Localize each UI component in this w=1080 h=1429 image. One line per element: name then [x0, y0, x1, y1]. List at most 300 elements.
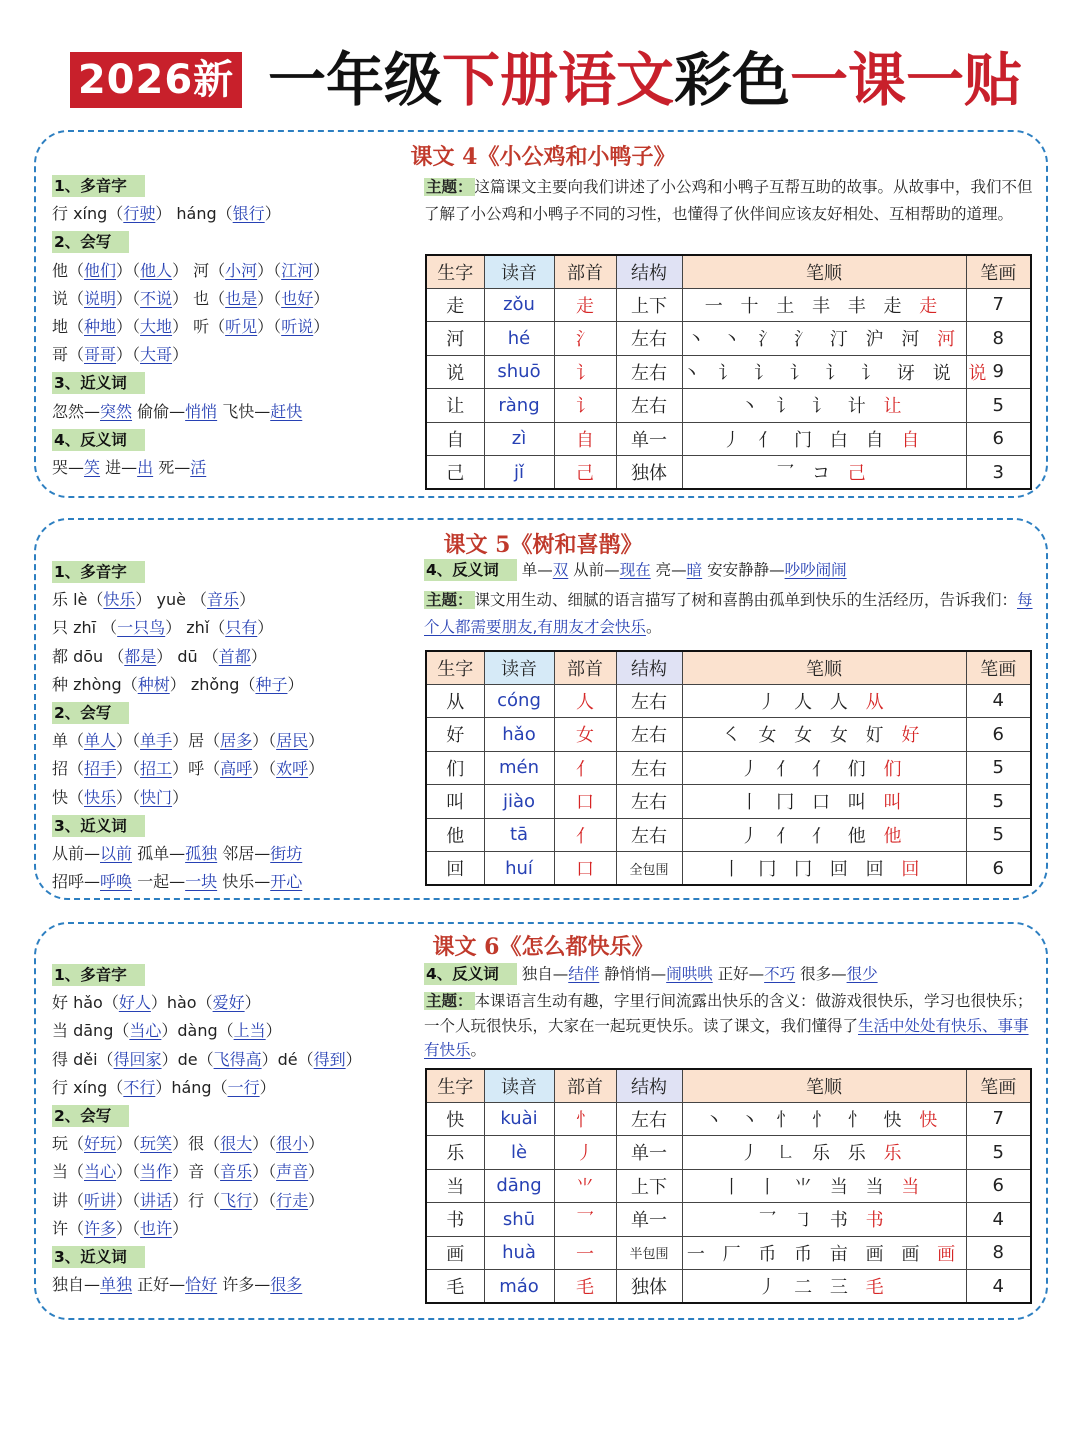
stroke-count-cell: 7: [966, 1102, 1031, 1136]
synonym-list: [52, 840, 412, 896]
stroke-step: 叫: [883, 792, 908, 814]
column-header: 笔画: [966, 255, 1031, 288]
answer-word: 只有: [225, 618, 258, 638]
stroke-step: ⺌: [794, 1176, 830, 1198]
stroke-step: 冂: [758, 859, 795, 880]
vocab-column: [52, 961, 412, 1299]
line-text: ） háng（: [155, 204, 233, 224]
stroke-step: 亩: [829, 1243, 866, 1265]
line-text: 进—: [100, 457, 138, 477]
answer-word: 音乐: [207, 590, 240, 610]
answer-word: 快乐: [84, 787, 117, 807]
answer-word: 得回家: [113, 1049, 162, 1069]
line-text: ）（: [116, 316, 141, 336]
theme-label: 主题：: [426, 178, 473, 196]
line-text: 只 zhī （: [52, 618, 118, 638]
line-text: 说（: [52, 288, 85, 308]
stroke-count-cell: 8: [966, 322, 1031, 356]
answer-word: 行驶: [123, 204, 156, 224]
line-text: 哥（: [52, 345, 85, 365]
pinyin-cell: dāng: [484, 1169, 554, 1203]
line-text: 一起—: [132, 872, 186, 892]
line-text: ）（: [116, 1134, 141, 1154]
answer-word: 单手: [140, 731, 173, 751]
line-text: ）: [172, 345, 189, 365]
stroke-order-cell: [682, 389, 966, 423]
stroke-order-cell: [682, 751, 966, 785]
line-text: 安安静静—: [702, 561, 785, 579]
polyphone-list: [52, 586, 412, 699]
structure-cell: 上下: [616, 1169, 682, 1203]
stroke-step: 亻: [812, 758, 848, 780]
line-text: ）（: [252, 759, 277, 779]
table-row: [426, 456, 1031, 490]
stroke-step: 忄: [847, 1109, 884, 1131]
character-table: [425, 254, 1032, 490]
entry-line: [52, 1130, 412, 1158]
radical-cell: 丿: [554, 1136, 616, 1170]
line-text: ）很（: [172, 1134, 221, 1154]
stroke-step: 他: [883, 825, 908, 847]
stroke-step: 画: [865, 1243, 902, 1265]
line-text: ）hào（: [150, 993, 213, 1013]
stroke-count-cell: 5: [966, 389, 1031, 423]
line-text: ） 也（: [172, 288, 226, 308]
entry-line: [52, 1215, 412, 1243]
stroke-step: 当: [829, 1176, 866, 1198]
section-heading: 4、反义词: [52, 429, 145, 451]
line-text: ）（: [116, 1218, 141, 1238]
stroke-step: 当: [865, 1176, 902, 1198]
stroke-step: 乛: [758, 1210, 795, 1232]
stroke-step: 快: [883, 1109, 920, 1131]
answer-word: 音乐: [220, 1162, 253, 1182]
answer-word: 小河: [225, 260, 258, 280]
line-text: ）: [259, 1077, 276, 1097]
line-text: ） zhǐ（: [165, 618, 226, 638]
entry-line: [52, 398, 412, 426]
character-cell: 书: [426, 1203, 484, 1237]
stroke-order-cell: [682, 852, 966, 886]
line-text: ）呼（: [172, 759, 221, 779]
stroke-order-cell: [682, 1169, 966, 1203]
column-header: 读音: [484, 1069, 554, 1102]
writing-list: [52, 727, 412, 812]
answer-word: 现在: [619, 561, 651, 579]
answer-word: 大哥: [140, 345, 173, 365]
theme-highlight: 生活中处处有快乐、事事有快乐: [424, 1016, 1029, 1059]
table-row: [426, 322, 1031, 356]
table-row: [426, 684, 1031, 718]
line-text: 行 xíng（: [52, 204, 124, 224]
stroke-step: 说: [968, 362, 993, 384]
radical-cell: 讠: [554, 355, 616, 389]
section-heading: 1、多音字: [52, 561, 145, 583]
stroke-order-cell: [682, 1203, 966, 1237]
stroke-step: 三: [829, 1277, 866, 1298]
entry-line: [52, 614, 412, 642]
stroke-step: 他: [847, 825, 884, 847]
pinyin-cell: máo: [484, 1270, 554, 1304]
section-heading: 1、多音字: [52, 175, 145, 197]
answer-word: 飞行: [220, 1190, 253, 1210]
radical-cell: 走: [554, 288, 616, 322]
stroke-step: 忄: [812, 1109, 848, 1131]
character-cell: 叫: [426, 785, 484, 819]
line-text: 飞快—: [217, 401, 271, 421]
stroke-step: 自: [901, 429, 926, 451]
entry-line: [52, 1017, 412, 1045]
stroke-step: 当: [901, 1176, 926, 1198]
radical-cell: 乛: [554, 1203, 616, 1237]
line-text: ）（: [252, 731, 277, 751]
stroke-step: 乐: [847, 1143, 884, 1165]
answer-word: 吵吵闹闹: [784, 561, 847, 579]
answer-word: 得到: [313, 1049, 346, 1069]
answer-word: 都是: [124, 646, 157, 666]
line-text: ）（: [116, 731, 141, 751]
stroke-step: 十: [740, 295, 777, 317]
answer-word: 居民: [276, 731, 309, 751]
stroke-step: 讠: [718, 362, 754, 384]
line-text: ） dū （: [156, 646, 219, 666]
answer-word: 听见: [225, 316, 258, 336]
stroke-order-cell: [682, 422, 966, 456]
section-heading: 2、会写: [52, 702, 129, 724]
table-row: [426, 1270, 1031, 1304]
line-text: 偷偷—: [132, 401, 186, 421]
stroke-count-cell: 3: [966, 456, 1031, 490]
section-heading: 3、近义词: [52, 1246, 145, 1268]
structure-cell: 左右: [616, 818, 682, 852]
stroke-step: 让: [883, 396, 908, 418]
line-text: 独自—: [52, 1275, 101, 1295]
answer-word: 也是: [225, 288, 258, 308]
structure-cell: 独体: [616, 1270, 682, 1304]
stroke-step: 冂: [794, 859, 830, 880]
line-text: ）音（: [172, 1162, 221, 1182]
radical-cell: 自: [554, 422, 616, 456]
theme-text: 本课语言生动有趣，字里行间流露出快乐的含义：做游戏很快乐，学习也很快乐；一个人玩很快乐，大家在一起玩更快乐。读了课文，我们懂得了: [424, 992, 1033, 1035]
structure-cell: 独体: [616, 456, 682, 490]
answer-word: 不行: [123, 1077, 156, 1097]
line-text: ）（: [116, 787, 141, 807]
table-row: [426, 1203, 1031, 1237]
table-header-row: [426, 651, 1031, 684]
line-text: ）（: [116, 345, 141, 365]
answer-word: 招手: [84, 759, 117, 779]
table-row: [426, 852, 1031, 886]
structure-cell: 单一: [616, 1136, 682, 1170]
line-text: ）dàng（: [161, 1021, 234, 1041]
line-text: ）: [313, 316, 330, 336]
stroke-count-cell: 4: [966, 1270, 1031, 1304]
stroke-step: ㇆: [794, 1210, 830, 1232]
radical-cell: 氵: [554, 322, 616, 356]
lesson-title: 课文 6《怎么都快乐》: [432, 934, 654, 960]
line-text: ）（: [116, 288, 141, 308]
theme-text: 这篇课文主要向我们讲述了小公鸡和小鸭子互帮互助的故事。从故事中，我们不但了解了小公鸡和小鸭子不同的习性，也懂得了伙伴间应该友好相处、互相帮助的道理。: [424, 178, 1033, 223]
stroke-step: 丨: [722, 1176, 759, 1198]
theme-block: 4、反义词 单—双 从前—现在 亮—暗 安安静静—吵吵闹闹 主题： 课文用生动、细腻的语言描写了树和喜鹊由孤单到快乐的生活经历，告诉我们：每个人都需要朋友,有朋友才会快乐。: [424, 561, 1033, 636]
lesson-5-panel: [34, 518, 1048, 900]
stroke-order-cell: [682, 785, 966, 819]
stroke-order-cell: [682, 322, 966, 356]
line-text: 从前—: [52, 843, 101, 863]
stroke-count-cell: 5: [966, 751, 1031, 785]
line-text: 地（: [52, 316, 85, 336]
entry-line: [52, 840, 412, 868]
stroke-step: 丶: [682, 362, 719, 384]
character-cell: 们: [426, 751, 484, 785]
table-row: [426, 389, 1031, 423]
entry-line: [52, 784, 412, 812]
answer-word: 不巧: [764, 965, 796, 983]
stroke-step: 讠: [776, 396, 812, 418]
answer-word: 听讲: [84, 1190, 117, 1210]
character-cell: 回: [426, 852, 484, 886]
line-text: 种 zhòng（: [52, 674, 138, 694]
stroke-count-cell: 5: [966, 818, 1031, 852]
table-row: [426, 1236, 1031, 1270]
section-heading: 1、多音字: [52, 964, 145, 986]
line-text: 单（: [52, 731, 85, 751]
stroke-step: ㇗: [776, 1143, 812, 1165]
stroke-step: 亻: [812, 825, 848, 847]
table-row: [426, 422, 1031, 456]
line-text: ）（: [116, 260, 141, 280]
stroke-step: 一: [686, 1243, 723, 1265]
stroke-count-cell: 4: [966, 1203, 1031, 1237]
answer-word: 暗: [686, 561, 703, 579]
answer-word: 双: [552, 561, 569, 579]
stroke-step: 自: [865, 429, 902, 451]
character-cell: 从: [426, 684, 484, 718]
structure-cell: 全包围: [616, 852, 682, 886]
structure-cell: 左右: [616, 389, 682, 423]
answer-word: 闹哄哄: [666, 965, 713, 983]
line-text: ）: [265, 1021, 282, 1041]
stroke-step: 丰: [847, 295, 884, 317]
radical-cell: 口: [554, 785, 616, 819]
pinyin-cell: lè: [484, 1136, 554, 1170]
theme-block: 4、反义词 独自—结伴 静悄悄—闹哄哄 正好—不巧 很多—很少 主题： 本课语言生动有趣，字里行间流露出快乐的含义：做游戏很快乐，学习也很快乐；一个人玩很快乐，大家在一起玩更快乐。读了课文，我们懂得了生活中处处有快乐、事事有快乐。: [424, 965, 1033, 1059]
stroke-order-cell: [682, 684, 966, 718]
line-text: ）（: [252, 1134, 277, 1154]
line-text: ） zhǒng（: [169, 674, 256, 694]
line-text: ）háng（: [155, 1077, 228, 1097]
table-row: [426, 1136, 1031, 1170]
line-text: ）（: [116, 1162, 141, 1182]
stroke-step: 画: [901, 1243, 938, 1265]
line-text: ）: [308, 1190, 325, 1210]
stroke-step: 奵: [865, 725, 902, 747]
line-text: 许（: [52, 1218, 85, 1238]
table-row: [426, 751, 1031, 785]
column-header: 结构: [616, 255, 682, 288]
stroke-step: 丶: [704, 1109, 741, 1131]
stroke-step: 冂: [776, 792, 812, 814]
answer-word: 他们: [84, 260, 117, 280]
column-header: 部首: [554, 255, 616, 288]
line-text: ）: [257, 618, 274, 638]
entry-line: [52, 341, 412, 369]
character-cell: 自: [426, 422, 484, 456]
structure-cell: 上下: [616, 288, 682, 322]
entry-line: [52, 989, 412, 1017]
answer-word: 快门: [140, 787, 173, 807]
stroke-count-cell: 4: [966, 684, 1031, 718]
answer-word: 悄悄: [185, 401, 218, 421]
character-cell: 河: [426, 322, 484, 356]
radical-cell: 讠: [554, 389, 616, 423]
stroke-order-cell: [682, 1270, 966, 1304]
answer-word: 开心: [270, 872, 303, 892]
answer-word: 说明: [84, 288, 117, 308]
stroke-step: 女: [794, 725, 830, 747]
line-text: 好 hǎo（: [52, 993, 119, 1013]
answer-word: 哥哥: [84, 345, 117, 365]
line-text: 玩（: [52, 1134, 85, 1154]
antonym-list: [517, 561, 847, 579]
stroke-order-cell: [682, 1236, 966, 1270]
answer-word: 首都: [218, 646, 251, 666]
character-cell: 快: [426, 1102, 484, 1136]
stroke-step: 女: [829, 725, 866, 747]
entry-line: [52, 643, 412, 671]
answer-word: 突然: [100, 401, 133, 421]
stroke-order-cell: [682, 718, 966, 752]
entry-line: [52, 671, 412, 699]
stroke-count-cell: 6: [966, 718, 1031, 752]
radical-cell: 人: [554, 684, 616, 718]
answer-word: 许多: [84, 1218, 117, 1238]
stroke-step: 币: [794, 1243, 830, 1265]
stroke-step: 丿: [722, 429, 759, 451]
character-cell: 毛: [426, 1270, 484, 1304]
pinyin-cell: huà: [484, 1236, 554, 1270]
answer-word: 欢呼: [276, 759, 309, 779]
stroke-step: 回: [865, 859, 902, 880]
answer-word: 声音: [276, 1162, 309, 1182]
answer-word: 街坊: [270, 843, 303, 863]
stroke-step: 讠: [825, 362, 862, 384]
answer-word: 也许: [140, 1218, 173, 1238]
stroke-step: 丶: [686, 329, 723, 351]
pinyin-cell: hǎo: [484, 718, 554, 752]
structure-cell: 左右: [616, 1102, 682, 1136]
line-text: ）: [313, 288, 330, 308]
line-text: ）居（: [172, 731, 221, 751]
pinyin-cell: shū: [484, 1203, 554, 1237]
stroke-count-cell: 6: [966, 852, 1031, 886]
synonym-list: [52, 1271, 412, 1299]
pinyin-cell: jiào: [484, 785, 554, 819]
character-table: [425, 1068, 1032, 1304]
column-header: 结构: [616, 651, 682, 684]
stroke-step: 丿: [740, 1143, 777, 1165]
stroke-step: 乐: [812, 1143, 848, 1165]
entry-line: [52, 285, 412, 313]
answer-word: 不说: [140, 288, 173, 308]
theme-block: [424, 174, 1034, 228]
line-text: 他（: [52, 260, 85, 280]
answer-word: 居多: [220, 731, 253, 751]
line-text: 很多—: [795, 965, 847, 983]
lesson-title: 课文 5《树和喜鹊》: [443, 532, 643, 558]
entry-line: [52, 1074, 412, 1102]
table-row: [426, 1169, 1031, 1203]
theme-text: 课文用生动、细腻的语言描写了树和喜鹊由孤单到快乐的生活经历，告诉我们：: [474, 591, 1018, 609]
theme-label: 主题：: [426, 992, 473, 1010]
line-text: ）de（: [161, 1049, 214, 1069]
page-title: 一年级下册语文彩色一课一贴: [268, 46, 1023, 114]
line-text: ）: [239, 590, 256, 610]
answer-word: 种树: [137, 674, 170, 694]
stroke-order-cell: [682, 456, 966, 490]
column-header: 读音: [484, 651, 554, 684]
answer-word: 呼唤: [100, 872, 133, 892]
stroke-step: 丨: [758, 1176, 795, 1198]
entry-line: [52, 1187, 412, 1215]
answer-word: 爱好: [212, 993, 245, 1013]
stroke-step: 丰: [812, 295, 848, 317]
stroke-step: 口: [812, 792, 848, 814]
stroke-step: 乐: [883, 1143, 908, 1165]
stroke-order-cell: [682, 355, 993, 389]
stroke-step: 好: [901, 725, 926, 747]
stroke-step: 门: [794, 429, 830, 451]
lesson-title: 课文 4《小公鸡和小鸭子》: [410, 144, 676, 170]
entry-line: [52, 1046, 412, 1074]
column-header: 笔画: [966, 1069, 1031, 1102]
answer-word: 单独: [100, 1275, 133, 1295]
line-text: ） 听（: [172, 316, 226, 336]
table-row: [426, 818, 1031, 852]
answer-word: 江河: [281, 260, 314, 280]
pinyin-cell: kuài: [484, 1102, 554, 1136]
year-badge: 2026新: [70, 52, 242, 108]
stroke-count-cell: 5: [966, 1136, 1031, 1170]
line-text: 都 dōu （: [52, 646, 125, 666]
answer-word: 很大: [220, 1134, 253, 1154]
structure-cell: 单一: [616, 1203, 682, 1237]
stroke-step: 说: [932, 362, 969, 384]
line-text: ）: [313, 260, 330, 280]
stroke-step: 丶: [722, 329, 759, 351]
column-header: 笔顺: [682, 1069, 966, 1102]
radical-cell: 口: [554, 852, 616, 886]
line-text: 当（: [52, 1162, 85, 1182]
stroke-step: 人: [829, 691, 866, 713]
answer-word: 种地: [84, 316, 117, 336]
structure-cell: 左右: [616, 684, 682, 718]
stroke-step: 丿: [758, 1277, 795, 1298]
line-text: ）: [172, 787, 189, 807]
line-text: 招（: [52, 759, 85, 779]
line-text: ）: [308, 731, 325, 751]
theme-label: 主题：: [426, 591, 473, 609]
stroke-step: 书: [829, 1210, 866, 1232]
character-cell: 好: [426, 718, 484, 752]
table-row: [426, 718, 1031, 752]
answer-word: 玩笑: [140, 1134, 173, 1154]
table-row: [426, 355, 1031, 389]
character-cell: 己: [426, 456, 484, 490]
radical-cell: 忄: [554, 1102, 616, 1136]
radical-cell: ⺌: [554, 1169, 616, 1203]
stroke-step: 们: [847, 758, 884, 780]
